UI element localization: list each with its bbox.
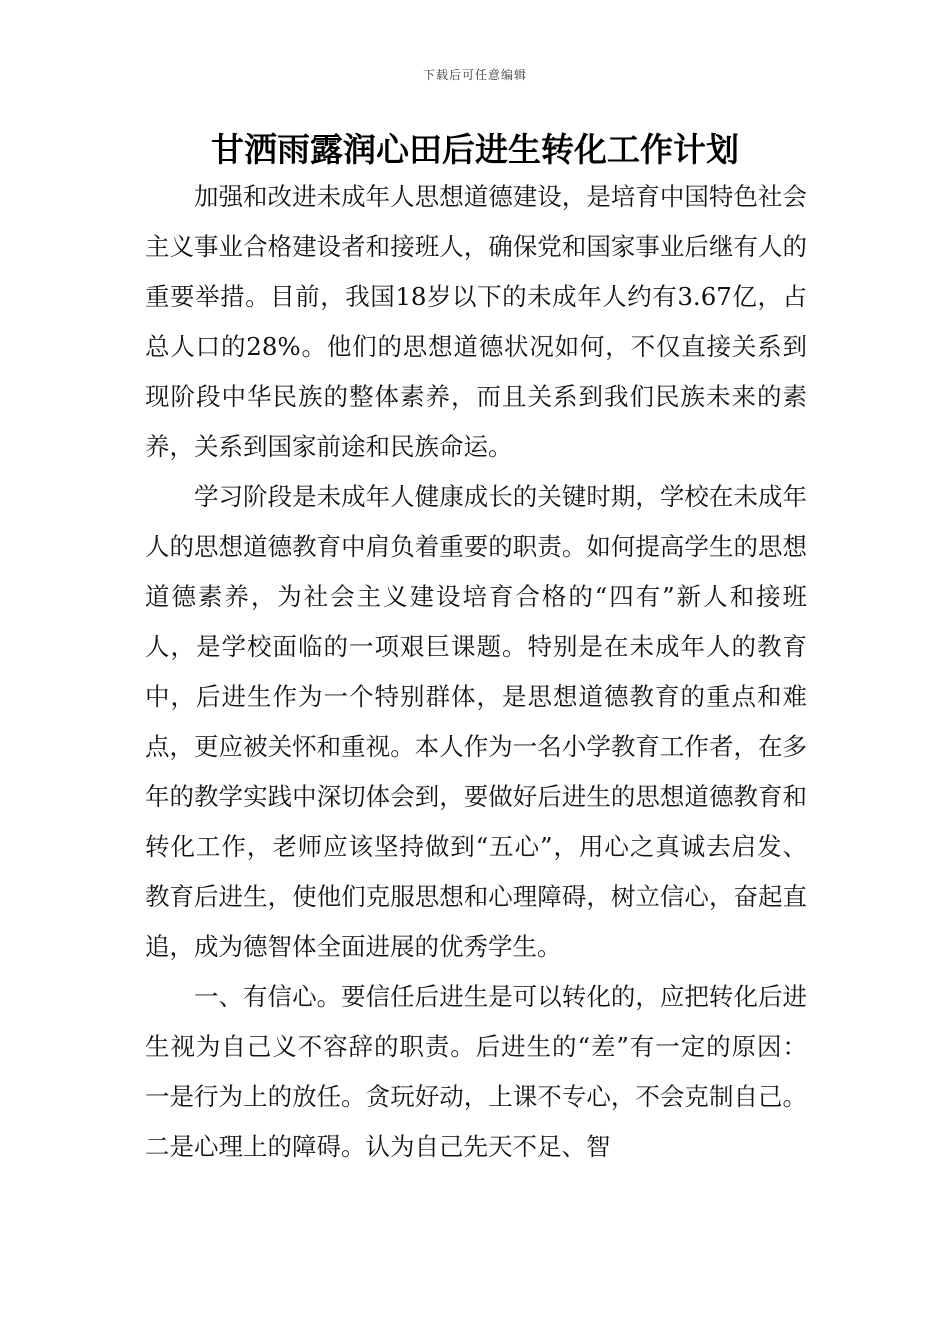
paragraph-confidence: 一、有信心。要信任后进生是可以转化的，应把转化后进生视为自己义不容辞的职责。后进生的“差”有一定的原因：一是行为上的放任。贪玩好动，上课不专心，不会克制自己。二是心理上的障碍。认为自己先天不足、智 xyxy=(145,982,807,1161)
header-note: 下载后可任意编辑 xyxy=(422,68,527,82)
document-title: 甘洒雨露润心田后进生转化工作计划 xyxy=(211,130,739,169)
paragraph-learning-stage: 学习阶段是未成年人健康成长的关键时期，学校在未成年人的思想道德教育中肩负着重要的职责。如何提高学生的思想道德素养，为社会主义建设培育合格的“四有”新人和接班人，是学校面临的一项艰巨课题。特别是在未成年人的教育中，后进生作为一个特别群体，是思想道德教育的重点和难点，更应被关怀和重视。本人作为一名小学教育工作者，在多年的教学实践中深切体会到，要做好后进生的思想道德教育和转化工作，老师应该坚持做到“五心”，用心之真诚去启发、教育后进生，使他们克服思想和心理障碍，树立信心，奋起直追，成为德智体全面进展的优秀学生。 xyxy=(145,482,807,961)
document-body xyxy=(145,172,807,1172)
paragraph-intro: 加强和改进未成年人思想道德建设，是培育中国特色社会主义事业合格建设者和接班人，确保党和国家事业后继有人的重要举措。目前，我国18岁以下的未成年人约有3.67亿，占总人口的28%。他们的思想道德状况如何，不仅直接关系到现阶段中华民族的整体素养，而且关系到我们民族未来的素养，关系到国家前途和民族命运。 xyxy=(145,182,807,461)
